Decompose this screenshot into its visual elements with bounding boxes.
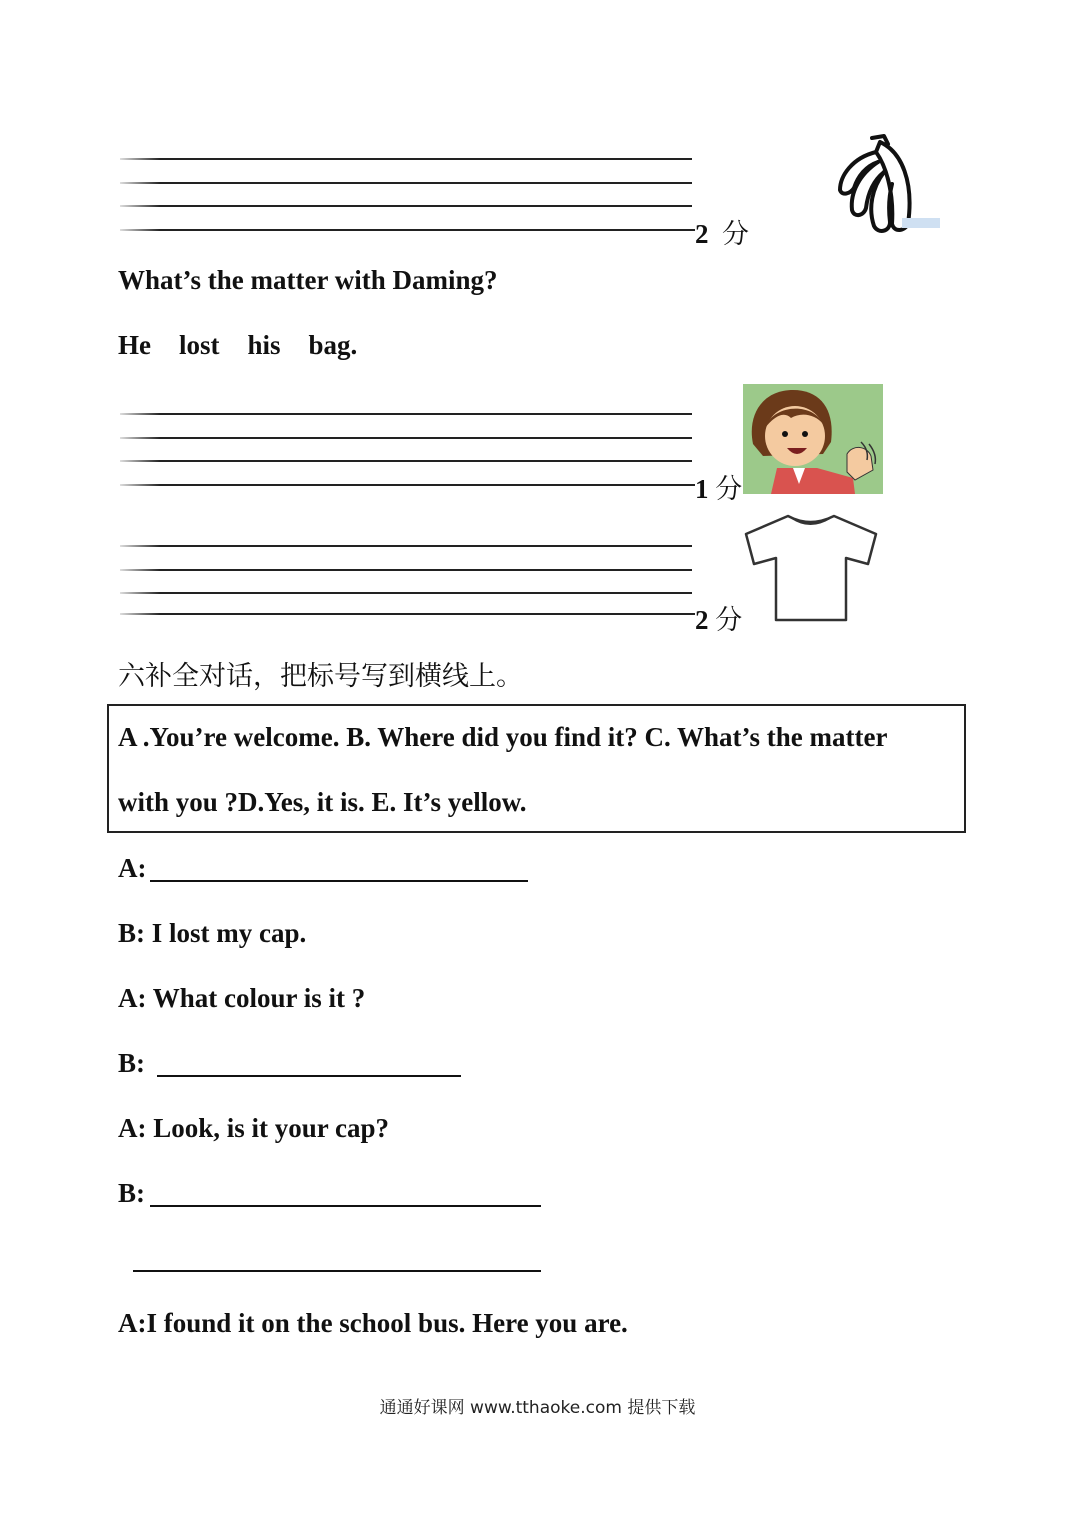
dialogue-line-5: A: Look, is it your cap?	[118, 1113, 390, 1143]
options-line-2: with you ?D.Yes, it is. E. It’s yellow.	[118, 787, 527, 817]
example-answer: He lost his bag.	[118, 330, 358, 360]
answer-blank-3[interactable]	[150, 1205, 541, 1207]
dialogue-line-3: A: What colour is it ?	[118, 983, 366, 1013]
writing-lines-1[interactable]	[120, 155, 695, 235]
writing-lines-2[interactable]	[120, 410, 695, 490]
dialogue-line-6: B:	[118, 1178, 145, 1208]
writing-lines-3[interactable]	[120, 542, 695, 622]
dialogue-line-1: A:	[118, 853, 147, 883]
section-6-title: 六补全对话，把标号写到横线上。	[118, 661, 523, 692]
dialogue-line-2: B: I lost my cap.	[118, 918, 307, 948]
dialogue-line-4: B:	[118, 1048, 145, 1078]
banana-picture	[832, 132, 944, 237]
t-shirt-picture	[740, 512, 882, 624]
score-2: 1 分	[695, 474, 743, 505]
girl-waving-picture	[743, 384, 883, 494]
score-1: 2 分	[695, 219, 749, 250]
footer-source: 通通好课网 www.tthaoke.com 提供下载	[379, 1398, 696, 1418]
options-line-1: A .You’re welcome. B. Where did you find it? C. What’s the matter	[118, 722, 888, 752]
score-3: 2 分	[695, 605, 743, 636]
answer-blank-2[interactable]	[157, 1075, 461, 1077]
example-question: What’s the matter with Daming?	[118, 265, 498, 295]
answer-blank-1[interactable]	[150, 880, 528, 882]
answer-blank-4[interactable]	[133, 1270, 541, 1272]
dialogue-line-7: A:I found it on the school bus. Here you are.	[118, 1308, 628, 1338]
